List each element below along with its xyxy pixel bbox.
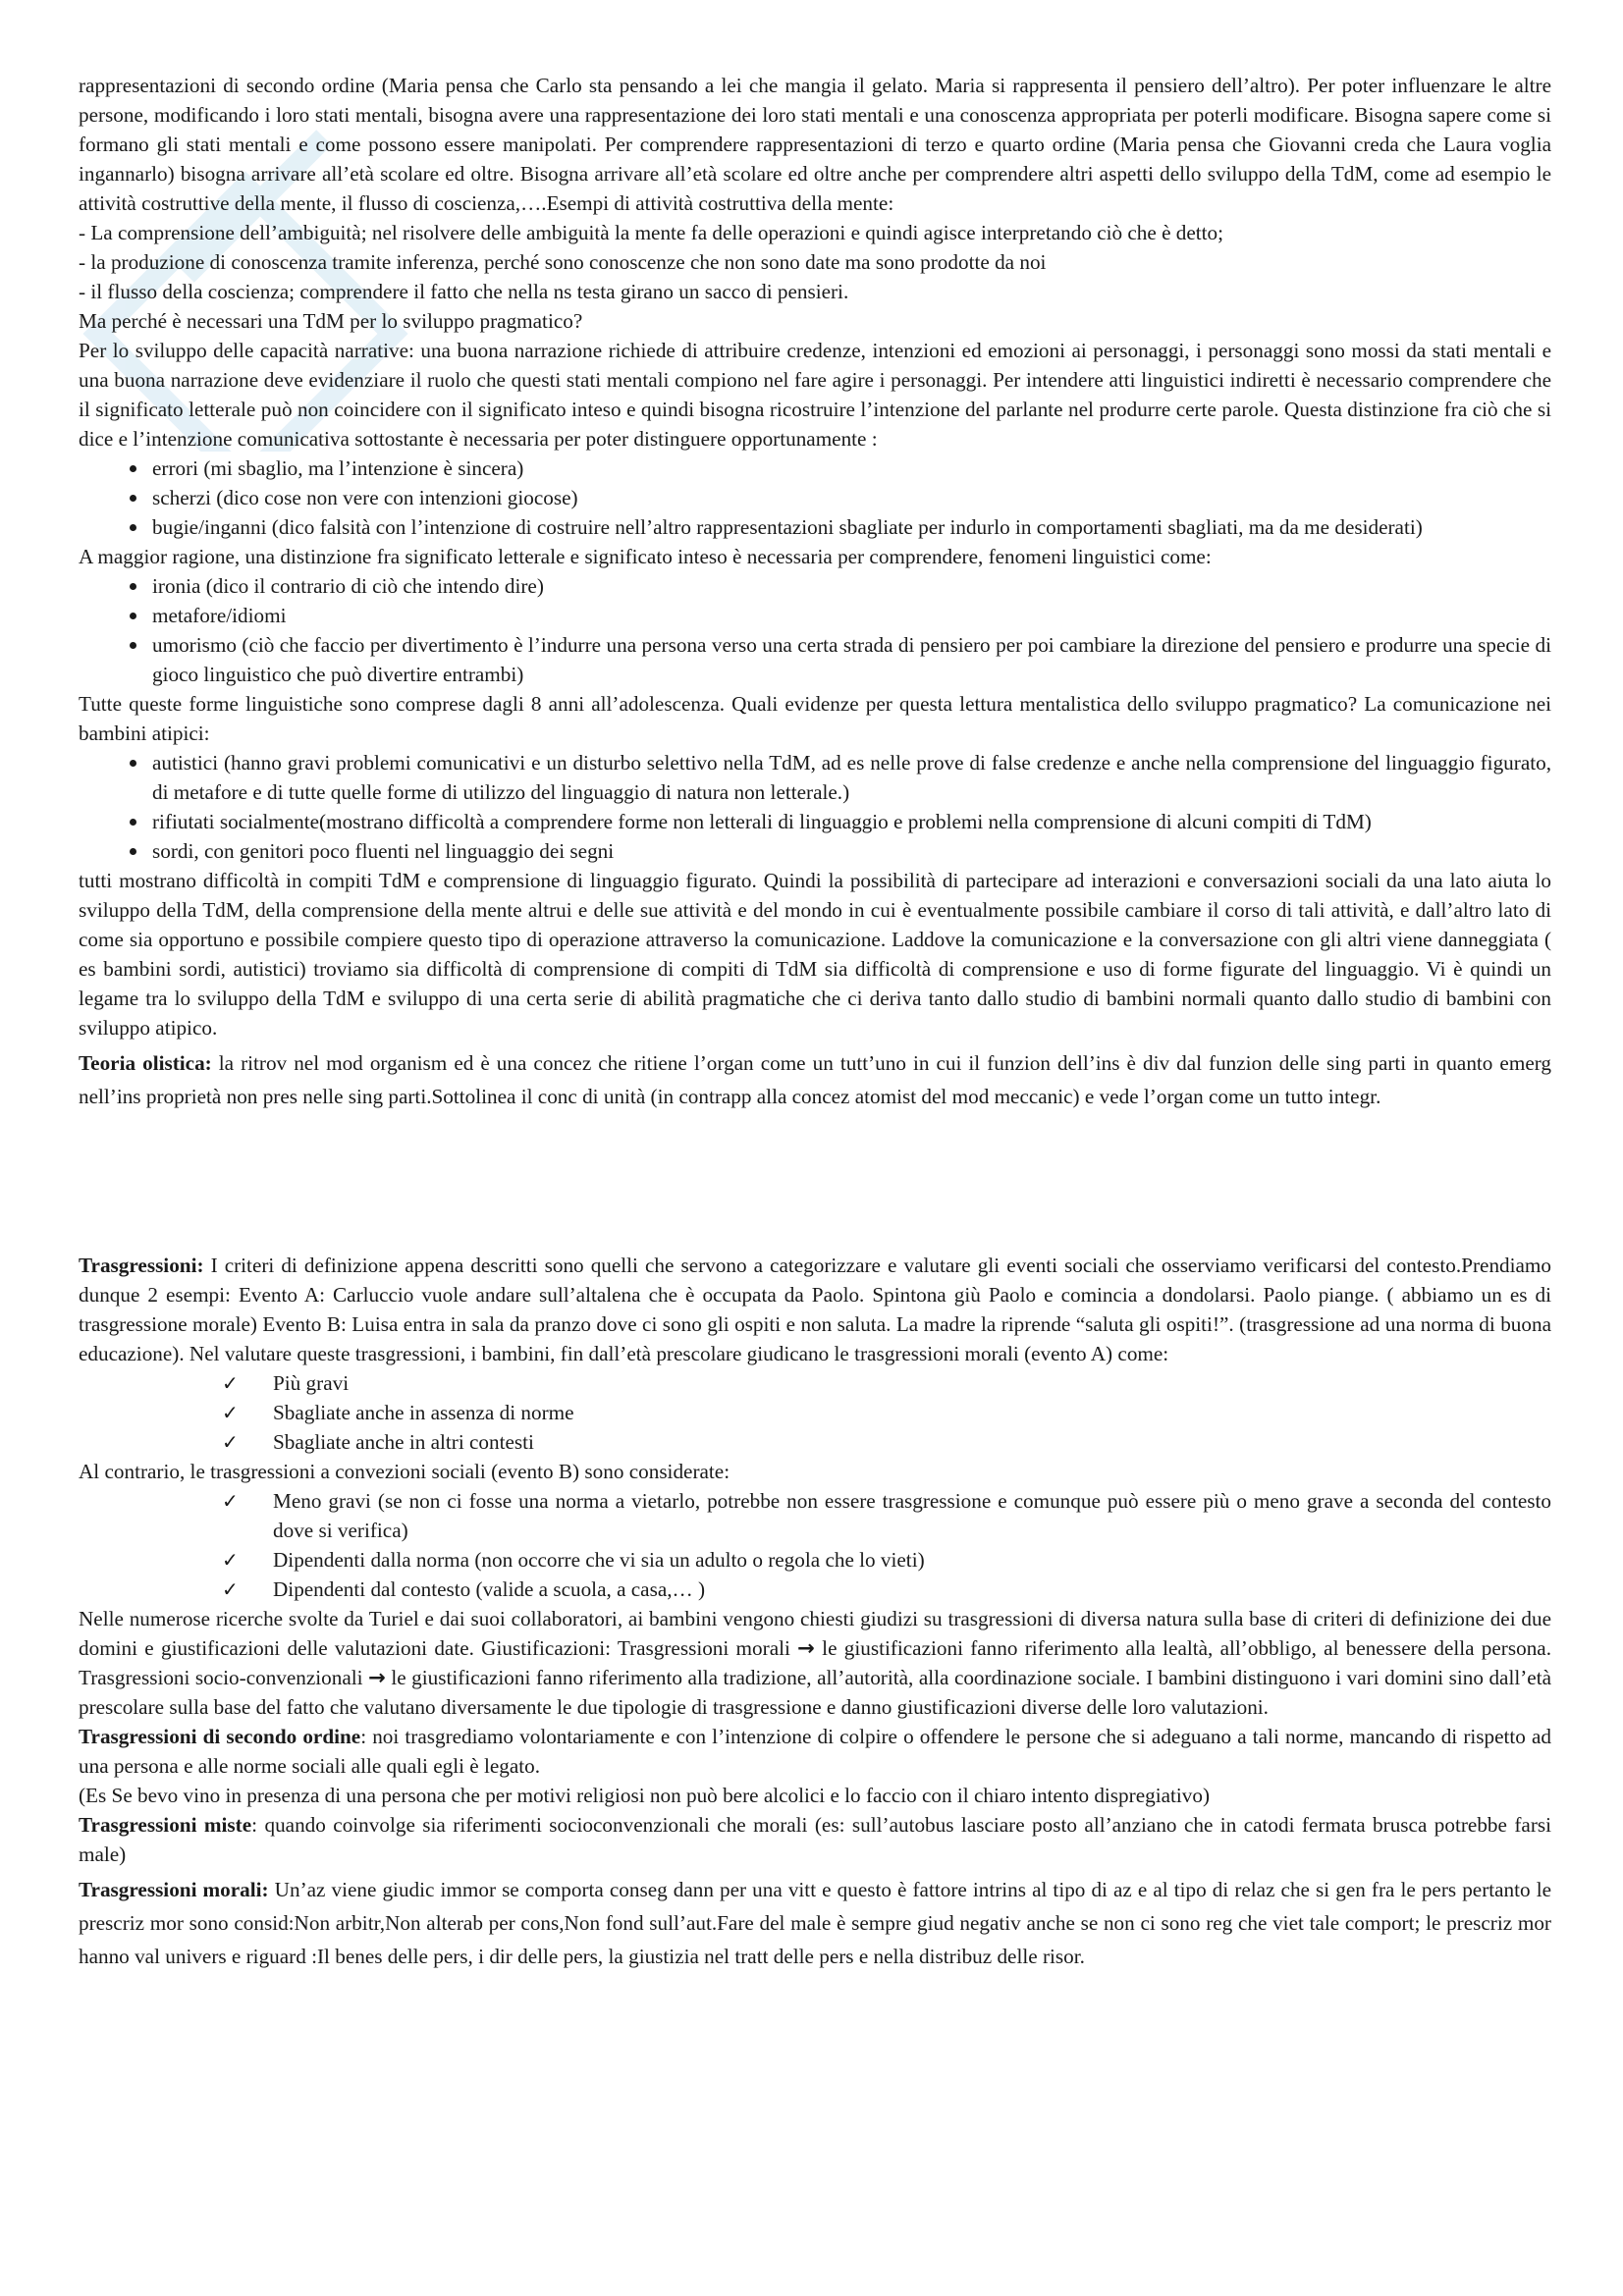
list-item: ✓ Dipendenti dalla norma (non occorre che vi sia un adulto o regola che lo vieti)	[79, 1545, 1551, 1575]
term-label: Trasgressioni:	[79, 1254, 204, 1277]
dash-item: - il flusso della coscienza; comprendere il fatto che nella ns testa girano un sacco di pensieri.	[79, 280, 849, 303]
list-item: ✓ Più gravi	[79, 1368, 1551, 1398]
term-label: Teoria olistica:	[79, 1051, 212, 1075]
term-text: I criteri di definizione appena descritti sono quelli che servono a categorizzare e valutare gli eventi sociali che osserviamo verificarsi del contesto.Prendiamo dunque 2 esempi: Evento A: Carluccio vuole andare sull’altalena che è occupata da Paolo. Spintona giù Paolo e comincia a dondolarsi. Paolo piange. ( abbiamo un es di trasgressione morale) Evento B: Luisa entra in sala da pranzo dove ci sono gli ospiti e non saluta. La madre la riprende “saluta gli ospiti!”. (trasgressione ad una norma di buona educazione). Nel valutare queste trasgressioni, i bambini, fin dall’età prescolare giudicano le trasgressioni morali (evento A) come:	[79, 1254, 1551, 1365]
paragraph-narrative: Per lo sviluppo delle capacità narrative: una buona narrazione richiede di attribuire credenze, intenzioni ed emozioni ai personaggi, i personaggi sono mossi da stati mentali e una buona narrazione deve evidenziare il ruolo che questi stati mentali compiono nel fare agire i personaggi. Per intendere atti linguistici indiretti è necessario comprendere che il significato letterale può non coincidere con il significato inteso e quindi bisogna ricostruire l’intenzione del parlante nel produrre certe parole. Questa distinzione fra ciò che si dice e l’intenzione comunicativa sottostante è necessaria per poter distinguere opportunamente :	[79, 339, 1551, 451]
dash-item: - la produzione di conoscenza tramite inferenza, perché sono conoscenze che non sono date ma sono prodotte da noi	[79, 250, 1047, 274]
turiel-text: Nelle numerose ricerche svolte da Turiel e dai suoi collaboratori, ai bambini vengono chiesti giudizi su trasgressioni di diversa natura sulla base di criteri di definizione dei due domini e giustificazioni delle valutazioni date. Giustificazioni: Trasgressioni morali	[79, 1607, 1551, 1660]
arrow-icon: →	[797, 1635, 815, 1660]
bullet-list-atypical	[79, 748, 1551, 866]
check-list-convenzioni	[79, 1486, 1551, 1604]
question-line: Ma perché è necessari una TdM per lo sviluppo pragmatico?	[79, 309, 583, 333]
list-item: errori (mi sbaglio, ma l’intenzione è sincera)	[79, 454, 1551, 483]
term-text: Un’az viene giudic immor se comporta conseg dann per una vitt e questo è fattore intrins al tipo di az e al tipo di relaz che si gen fra le pers pertanto le prescriz mor sono consid:Non arbitr,Non alterab per cons,Non fond sull’aut.Fare del male è sempre giud negativ anche se non ci sono reg che viet tale comport; le prescriz mor hanno val univers e riguard :Il benes delle pers, i dir delle pers, la giustizia nel tratt delle pers e nella distribuz delle risor.	[79, 1878, 1551, 1968]
paragraph-morali	[79, 1873, 1551, 1973]
check-list-morali	[79, 1368, 1551, 1457]
list-item: rifiutati socialmente(mostrano difficoltà a comprendere forme non letterali di linguaggio e problemi nella comprensione di alcuni compiti di TdM)	[79, 807, 1551, 836]
arrow-icon: →	[368, 1665, 386, 1689]
term-text: : noi trasgrediamo volontariamente e con l’intenzione di colpire o offendere le persone che si adeguano a tali norme, mancando di rispetto ad una persona e alle norme sociali alle quali egli è legato.	[79, 1725, 1551, 1778]
list-item: ✓ Meno gravi (se non ci fosse una norma a vietarlo, potrebbe non essere trasgressione e comunque può essere più o meno grave a seconda del contesto dove si verifica)	[79, 1486, 1551, 1545]
document-page	[79, 71, 1551, 1973]
term-label: Trasgressioni di secondo ordine	[79, 1725, 361, 1748]
paragraph-tdm-intro: rappresentazioni di secondo ordine (Maria pensa che Carlo sta pensando a lei che mangia il gelato. Maria si rappresenta il pensiero dell’altro). Per poter influenzare le altre persone, modificando i loro stati mentali, bisogna avere una rappresentazione dei loro stati mentali e una conoscenza appropriata per poterli modificare. Bisogna sapere come si formano gli stati mentali e come possono essere manipolati. Per comprendere rappresentazioni di terzo e quarto ordine (Maria pensa che Giovanni creda che Laura voglia ingannarlo) bisogna arrivare all’età scolare ed oltre. Bisogna arrivare all’età scolare ed oltre anche per comprendere altri aspetti dello sviluppo della TdM, come ad esempio le attività costruttive della mente, il flusso di coscienza,….Esempi di attività costruttiva della mente:	[79, 74, 1551, 215]
dash-item: - La comprensione dell’ambiguità; nel risolvere delle ambiguità la mente fa delle operazioni e quindi agisce interpretando ciò che è detto;	[79, 221, 1224, 244]
paragraph-conclusion: tutti mostrano difficoltà in compiti TdM e comprensione di linguaggio figurato. Quindi la possibilità di partecipare ad interazioni e conversazioni sociali da una lato aiuta lo sviluppo della TdM, della comprensione della mente altrui e delle sue attività e del mondo in cui è eventualmente possibile cambiare il corso di tali attività, e dall’altro lato di come sia opportuno e possibile compiere questo tipo di operazione attraverso la comunicazione. Laddove la comunicazione e la conversazione con gli altri viene danneggiata ( es bambini sordi, autistici) troviamo sia difficoltà di comprensione di compiti di TdM sia difficoltà di comprensione e uso di forme figurate del linguaggio. Vi è quindi un legame tra lo sviluppo della TdM e sviluppo di una certa serie di abilità pragmatiche che ci deriva tanto dallo studio di bambini normali quanto dallo studio di bambini con sviluppo atipico.	[79, 869, 1551, 1040]
term-label: Trasgressioni miste	[79, 1813, 252, 1837]
bullet-list-phenomena	[79, 571, 1551, 689]
list-item: umorismo (ciò che faccio per divertimento è l’indurre una persona verso una certa strada di pensiero per poi cambiare la direzione del pensiero e produrre una specie di gioco linguistico che può divertire entrambi)	[79, 630, 1551, 689]
list-item: ironia (dico il contrario di ciò che intendo dire)	[79, 571, 1551, 601]
list-item: ✓ Dipendenti dal contesto (valide a scuola, a casa,… )	[79, 1575, 1551, 1604]
paragraph-trasgressioni	[79, 1251, 1551, 1368]
paragraph-intro-convenzioni: Al contrario, le trasgressioni a convezioni sociali (evento B) sono considerate:	[79, 1460, 730, 1483]
list-item: bugie/inganni (dico falsità con l’intenzione di costruire nell’altro rappresentazioni sbagliate per indurlo in comportamenti sbagliati, ma da me desiderati)	[79, 512, 1551, 542]
list-item: autistici (hanno gravi problemi comunicativi e un disturbo selettivo nella TdM, ad es nelle prove di false credenze e anche nella comprensione del linguaggio figurato, di metafore e di tutte quelle forme di utilizzo del linguaggio di natura non letterale.)	[79, 748, 1551, 807]
paragraph-esempio: (Es Se bevo vino in presenza di una persona che per motivi religiosi non può bere alcolici e lo faccio con il chiaro intento dispregiativo)	[79, 1784, 1211, 1807]
turiel-text: le giustificazioni fanno riferimento alla tradizione, all’autorità, alla coordinazione sociale. I bambini distinguono i vari domini sino dall’età prescolare sulla base del fatto che valutano diversamente le due tipologie di trasgressione e danno giustificazioni diverse delle loro valutazioni.	[79, 1666, 1551, 1719]
list-item: sordi, con genitori poco fluenti nel linguaggio dei segni	[79, 836, 1551, 866]
bullet-list-distinctions	[79, 454, 1551, 542]
paragraph-teoria-olistica	[79, 1046, 1551, 1113]
list-item: scherzi (dico cose non vere con intenzioni giocose)	[79, 483, 1551, 512]
list-item: metafore/idiomi	[79, 601, 1551, 630]
turiel-text: le giustificazioni fanno riferimento alla lealtà, all’obbligo, al benessere della persona. Trasgressioni socio-convenzionali	[79, 1636, 1551, 1689]
paragraph-literal-meaning: A maggior ragione, una distinzione fra significato letterale e significato inteso è necessaria per comprendere, fenomeni linguistici come:	[79, 545, 1212, 568]
paragraph-turiel	[79, 1604, 1551, 1722]
paragraph-forms: Tutte queste forme linguistiche sono comprese dagli 8 anni all’adolescenza. Quali evidenze per questa lettura mentalistica dello sviluppo pragmatico? La comunicazione nei bambini atipici:	[79, 692, 1551, 745]
term-text: : quando coinvolge sia riferimenti socioconvenzionali che morali (es: sull’autobus lasciare posto all’anziano che in catodi fermata brusca potrebbe farsi male)	[79, 1813, 1552, 1866]
term-text: la ritrov nel mod organism ed è una concez che ritiene l’organ come un tutt’uno in cui il funzion dell’ins è div dal funzion delle sing parti in quanto emerg nell’ins proprietà non pres nelle sing parti.Sottolinea il conc di unità (in contrapp alla concez atomist del mod meccanic) e vede l’organ come un tutto integr.	[79, 1051, 1551, 1108]
list-item: ✓ Sbagliate anche in assenza di norme	[79, 1398, 1551, 1427]
term-label: Trasgressioni morali:	[79, 1878, 269, 1901]
paragraph-secondo-ordine	[79, 1722, 1551, 1781]
paragraph-miste	[79, 1810, 1551, 1869]
list-item: ✓ Sbagliate anche in altri contesti	[79, 1427, 1551, 1457]
